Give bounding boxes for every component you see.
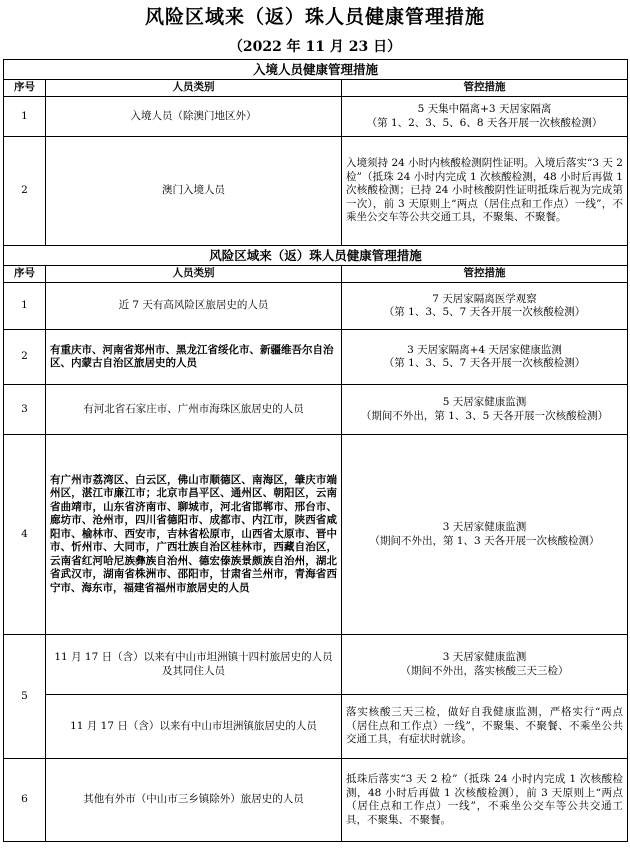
section-heading-entry: 入境人员健康管理措施 [4,60,628,80]
section-heading-risk: 风险区域来（返）珠人员健康管理措施 [4,246,628,266]
row-no: 2 [4,137,46,246]
row-category: 11 月 17 日（含）以来有中山市坦洲镇十四村旅居史的人员及其同住人员 [46,635,342,695]
table-row [4,635,628,695]
col-header-no: 序号 [4,80,46,97]
row-no: 5 [4,635,46,759]
row-measures: 3 天居家健康监测 （期间不外出，落实核酸三天三检） [342,635,628,695]
page-title: 风险区域来（返）珠人员健康管理措施 [144,6,485,28]
col-header-category: 人员类别 [46,80,342,97]
measures-table [3,59,628,842]
row-category: 有重庆市、河南省郑州市、黑龙江省绥化市、新疆维吾尔自治区、内蒙古自治区旅居史的人员 [46,330,342,385]
row-category: 有广州市荔湾区、白云区，佛山市顺德区、南海区，肇庆市端州区，湛江市廉江市；北京市昌平区、通州区、朝阳区，云南省曲靖市，山东省济南市、聊城市，河北省邯郸市、邢台市、廊坊市、沧州市，四川省德阳市、成都市、内江市，陕西省咸阳市、榆林市、西安市，吉林省松原市，山西省太原市、晋中市、忻州市、大同市，广西壮族自治区桂林市，西藏自治区，云南省红河哈尼族彝族自治州、德宏傣族景颇族自治州，湖北省武汉市，湖南省株洲市、邵阳市，甘肃省兰州市，青海省西宁市、海东市，福建省福州市旅居史的人员 [46,435,342,635]
row-no: 2 [4,330,46,385]
table-row [4,759,628,842]
row-no: 3 [4,385,46,435]
row-measures: 落实核酸三天三检，做好自我健康监测，严格实行“两点（居住点和工作点）一线”，不聚集、不聚餐、不乘坐公共交通工具，有症状时就诊。 [342,695,628,759]
row-measures: 抵珠后落实“3 天 2 检”（抵珠 24 小时内完成 1 次核酸检测，48 小时后再做 1 次核酸检测），前 3 天原则上“两点（居住点和工作点）一线”，不乘坐公交车等公共交通工具，不聚集、不聚餐。 [342,759,628,842]
row-category: 澳门入境人员 [46,137,342,246]
table-row [4,385,628,435]
col-header-measures: 管控措施 [342,266,628,283]
table-row [4,695,628,759]
table-row [4,435,628,635]
row-category: 近 7 天有高风险区旅居史的人员 [46,283,342,330]
row-category: 入境人员（除澳门地区外） [46,97,342,137]
row-no: 6 [4,759,46,842]
row-measures: 5 天居家健康监测 （期间不外出，第 1、3、5 天各开展一次核酸检测） [342,385,628,435]
row-category: 有河北省石家庄市、广州市海珠区旅居史的人员 [46,385,342,435]
row-measures: 入境须持 24 小时内核酸检测阴性证明。入境后落实“3 天 2 检”（抵珠 24 小时内完成 1 次核酸检测，48 小时后再做 1 次核酸检测；已持 24 小时核酸阴性证明抵珠后视为完成第一次），前 3 天原则上“两点（居住点和工作点）一线”，不乘坐公交车等公共交通工具，不聚集、不聚餐。 [342,137,628,246]
row-measures: 3 天居家隔离+4 天居家健康监测 （第 1、3、5、7 天各开展一次核酸检测） [342,330,628,385]
row-measures: 3 天居家健康监测 （期间不外出，第 1、3 天各开展一次核酸检测） [342,435,628,635]
table-row [4,283,628,330]
table-row [4,137,628,246]
table-row [4,97,628,137]
row-no: 1 [4,97,46,137]
row-category: 11 月 17 日（含）以来有中山市坦洲镇旅居史的人员 [46,695,342,759]
row-category: 其他有外市（中山市三乡镇除外）旅居史的人员 [46,759,342,842]
table-row [4,330,628,385]
col-header-measures: 管控措施 [342,80,628,97]
row-no: 1 [4,283,46,330]
page-date: （2022 年 11 月 23 日） [228,39,402,55]
col-header-category: 人员类别 [46,266,342,283]
row-measures: 7 天居家隔离医学观察 （第 1、3、5、7 天各开展一次核酸检测） [342,283,628,330]
row-measures: 5 天集中隔离+3 天居家隔离 （第 1、2、3、5、6、8 天各开展一次核酸检测） [342,97,628,137]
col-header-no: 序号 [4,266,46,283]
row-no: 4 [4,435,46,635]
